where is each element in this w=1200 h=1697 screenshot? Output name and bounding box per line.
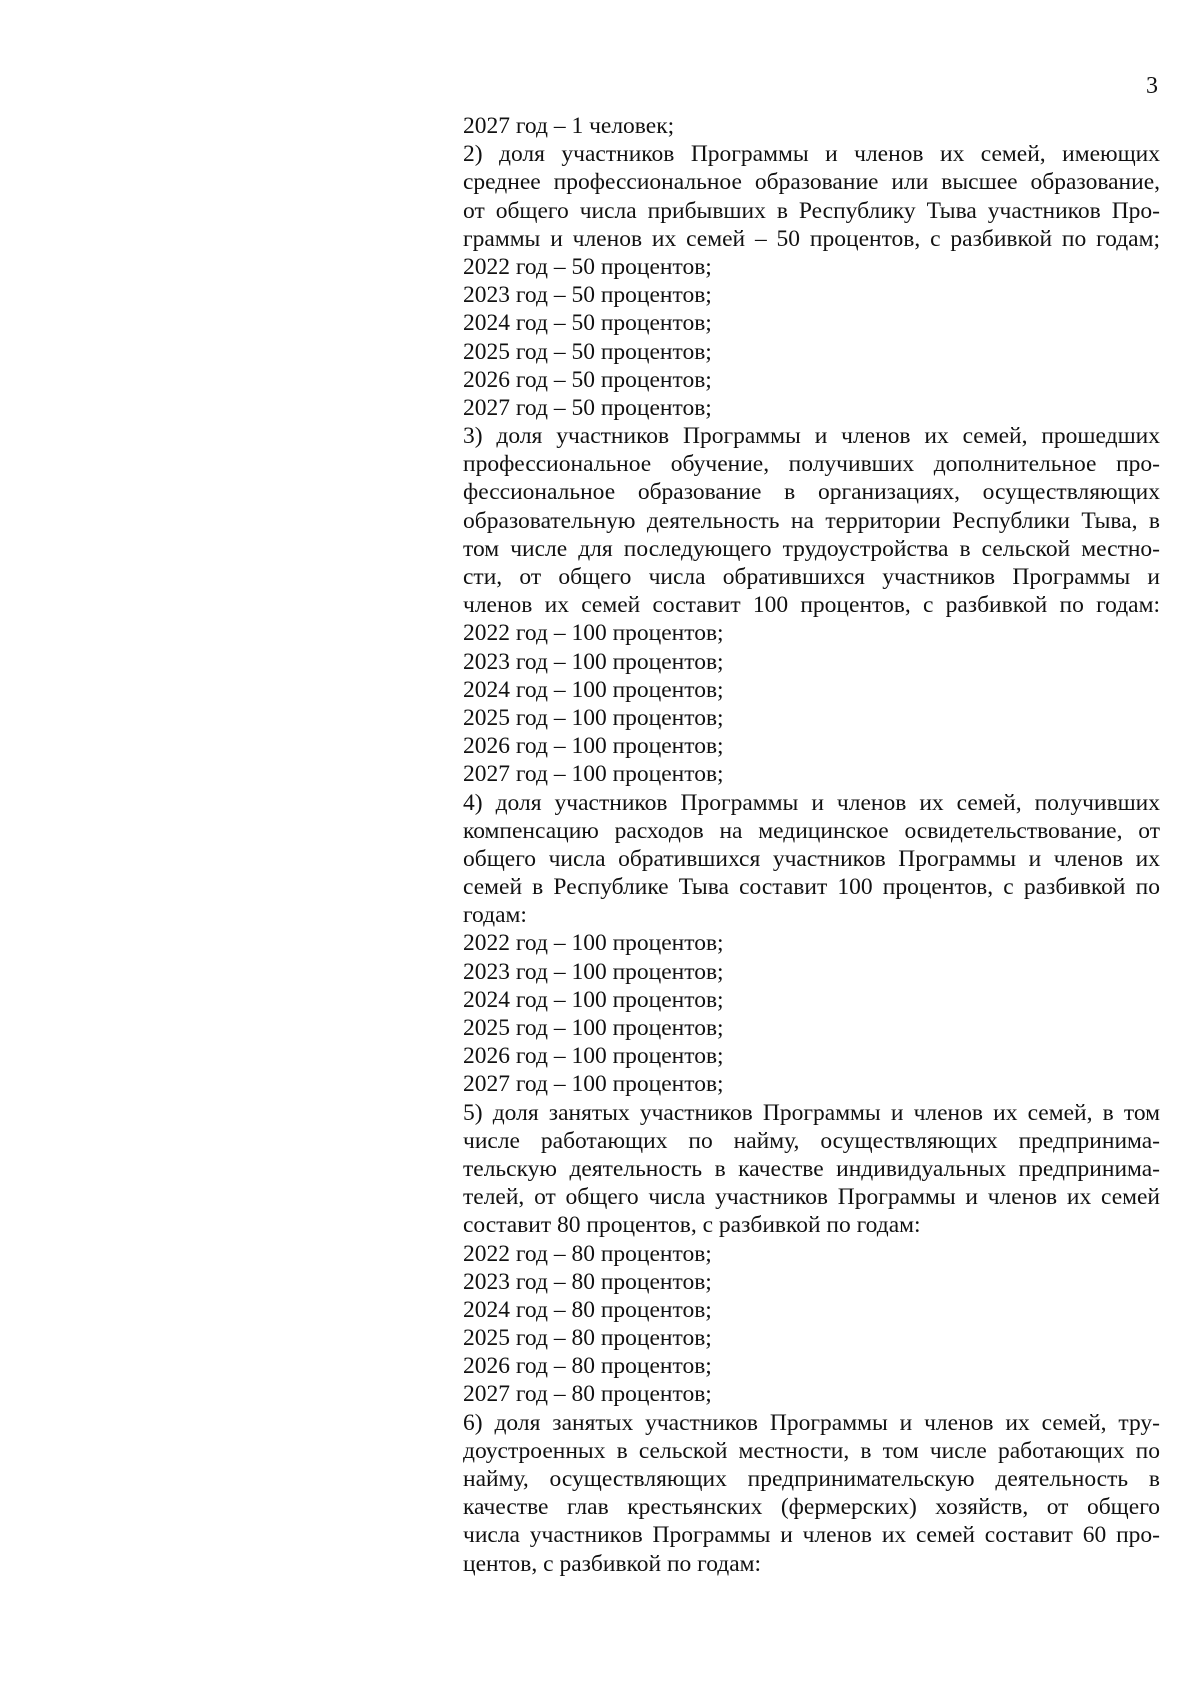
text-line: 2023 год – 80 процентов; (463, 1268, 712, 1295)
text-line: 2027 год – 50 процентов; (463, 394, 712, 421)
text-line: найму, осуществляющих предпринимательскую деятельность в (463, 1466, 1160, 1492)
text-line: центов, с разбивкой по годам: (463, 1550, 762, 1577)
text-line: 2026 год – 80 процентов; (463, 1353, 712, 1380)
text-line: фессиональное образование в организациях, осуществляющих (463, 479, 1160, 506)
text-line: 2022 год – 80 процентов; (463, 1240, 712, 1267)
text-line: доустроенных в сельской местности, в том числе работающих по (463, 1437, 1160, 1464)
text-line: 2023 год – 100 процентов; (463, 958, 724, 985)
text-line: 2024 год – 100 процентов; (463, 986, 724, 1013)
text-line: 2025 год – 100 процентов; (463, 1015, 724, 1041)
text-line: тельскую деятельность в качестве индивидуальных предпринима- (463, 1155, 1160, 1182)
text-line: 2024 год – 100 процентов; (463, 676, 724, 703)
document-body (463, 112, 1160, 1578)
text-line: 2025 год – 100 процентов; (463, 704, 724, 731)
text-line: компенсацию расходов на медицинское освидетельствование, от (463, 817, 1160, 844)
text-line: 2027 год – 1 человек; (463, 113, 675, 139)
text-line: 4) доля участников Программы и членов их семей, получивших (463, 789, 1160, 816)
text-line: 2026 год – 100 процентов; (463, 1043, 724, 1070)
text-line: 6) доля занятых участников Программы и членов их семей, тру- (463, 1409, 1160, 1436)
text-line: числе работающих по найму, осуществляющих предпринима- (463, 1127, 1160, 1154)
text-line: 2024 год – 50 процентов; (463, 310, 712, 337)
text-line: 5) доля занятых участников Программы и членов их семей, в том (463, 1099, 1160, 1126)
text-line: семей в Республике Тыва составит 100 процентов, с разбивкой по (463, 874, 1160, 901)
text-line: телей, от общего числа участников Программы и членов их семей (463, 1184, 1160, 1211)
text-line: членов их семей составит 100 процентов, с разбивкой по годам: (463, 592, 1160, 619)
text-line: общего числа обратившихся участников Программы и членов их (463, 845, 1160, 872)
text-line: граммы и членов их семей – 50 процентов, с разбивкой по годам; (463, 225, 1160, 252)
text-line: 2026 год – 100 процентов; (463, 733, 724, 760)
text-line: от общего числа прибывших в Республику Тыва участников Про- (463, 197, 1160, 224)
text-line: 2025 год – 50 процентов; (463, 338, 712, 365)
text-line: 2022 год – 100 процентов; (463, 930, 724, 957)
text-line: среднее профессиональное образование или высшее образование, (463, 169, 1160, 196)
text-line: 2027 год – 100 процентов; (463, 1071, 724, 1098)
text-line: профессиональное обучение, получивших дополнительное про- (463, 451, 1160, 478)
text-line: 2024 год – 80 процентов; (463, 1296, 712, 1323)
text-line: сти, от общего числа обратившихся участников Программы и (463, 564, 1160, 590)
text-line: составит 80 процентов, с разбивкой по годам: (463, 1212, 921, 1239)
text-line: 2027 год – 100 процентов; (463, 761, 724, 788)
text-line: 2) доля участников Программы и членов их семей, имеющих (463, 141, 1160, 168)
text-line: 2025 год – 80 процентов; (463, 1325, 712, 1352)
text-line: 2022 год – 100 процентов; (463, 620, 724, 647)
text-line: годам: (463, 902, 527, 929)
text-line: качестве глав крестьянских (фермерских) хозяйств, от общего (463, 1494, 1160, 1521)
text-line: 2022 год – 50 процентов; (463, 253, 712, 280)
text-line: образовательную деятельность на территории Республики Тыва, в (463, 507, 1160, 534)
text-line: 3) доля участников Программы и членов их семей, прошедших (463, 423, 1160, 450)
text-line: 2023 год – 100 процентов; (463, 648, 724, 675)
text-line: том числе для последующего трудоустройства в сельской местно- (463, 535, 1160, 562)
text-line: 2026 год – 50 процентов; (463, 366, 712, 393)
text-line: 2023 год – 50 процентов; (463, 282, 712, 309)
text-line: 2027 год – 80 процентов; (463, 1381, 712, 1408)
text-line: числа участников Программы и членов их семей составит 60 про- (463, 1522, 1160, 1549)
page-number: 3 (1146, 73, 1158, 99)
